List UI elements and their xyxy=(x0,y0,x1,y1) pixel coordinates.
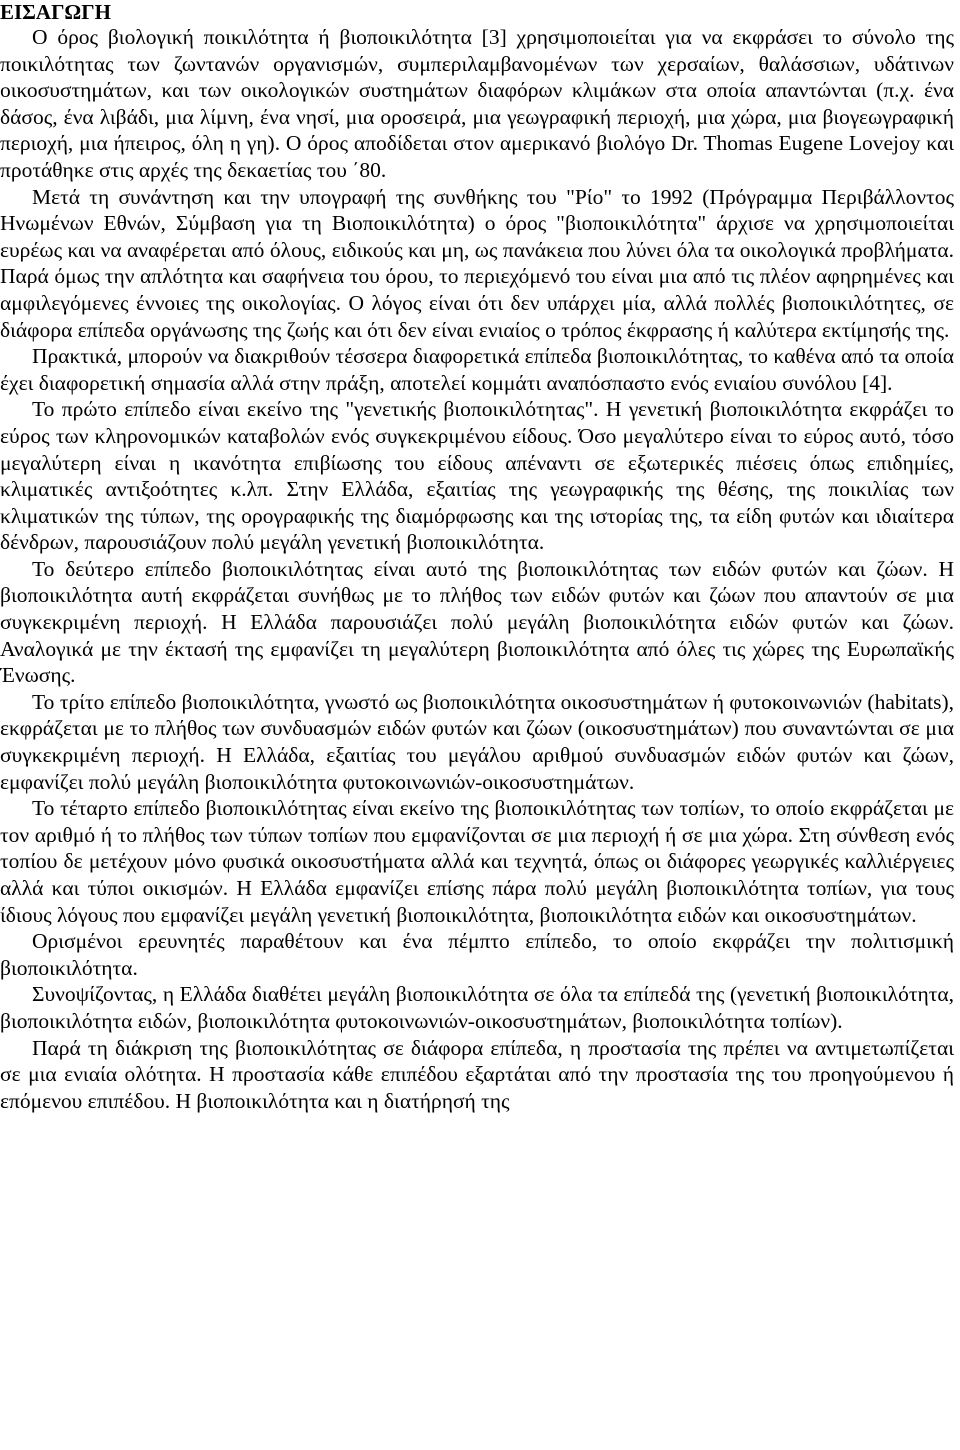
paragraph-species-level: Το δεύτερο επίπεδο βιοποικιλότητας είναι αυτό της βιοποικιλότητας των ειδών φυτών και ζώων. Η βιοποικιλότητα αυτή εκφράζεται συνήθως με το πλήθος των ειδών φυτών και ζώων που απαντούν σε μια συγκεκριμένη περιοχή. Η Ελλάδα παρουσιάζει πολύ μεγάλη βιοποικιλότητα ειδών φυτών και ζώων. Αναλογικά με την έκτασή της εμφανίζει τη μεγαλύτερη βιοποικιλότητα από όλες τις χώρες της Ευρωπαϊκής Ένωσης. xyxy=(0,556,954,688)
paragraph-landscape-level: Το τέταρτο επίπεδο βιοποικιλότητας είναι εκείνο της βιοποικιλότητας των τοπίων, το οποίο εκφράζεται με τον αριθμό ή το πλήθος των τύπων τοπίων που εμφανίζονται σε μια περιοχή ή σε μια χώρα. Στη σύνθεση ενός τοπίου δε μετέχουν μόνο φυσικά οικοσυστήματα αλλά και τεχνητά, όπως οι διάφορες γεωργικές καλλιέργειες αλλά και τύποι οικισμών. Η Ελλάδα εμφανίζει επίσης πάρα πολύ μεγάλη βιοποικιλότητα τοπίων, για τους ίδιους λόγους που εμφανίζει μεγάλη γενετική βιοποικιλότητα, βιοποικιλότητα ειδών και οικοσυστημάτων. xyxy=(0,796,954,927)
paragraph-rio-convention: Μετά τη συνάντηση και την υπογραφή της συνθήκης του "Ρίο" το 1992 (Πρόγραμμα Περιβάλλοντος Ηνωμένων Εθνών, Σύμβαση για τη Βιοποικιλότητα) ο όρος "βιοποικιλότητα" άρχισε να χρησιμοποιείται ευρέως και να αναφέρεται από όλους, ειδικούς και μη, ως πανάκεια που λύνει όλα τα οικολογικά προβλήματα. Παρά όμως την απλότητα και σαφήνεια του όρου, το περιεχόμενό του είναι μια από τις πλέον αφηρημένες και αμφιλεγόμενες έννοιες της οικολογίας. Ο λόγος είναι ότι δεν υπάρχει μία, αλλά πολλές βιοποικιλότητες, σε διάφορα επίπεδα οργάνωσης της ζωής και ότι δεν είναι ενιαίος ο τρόπος έκφρασης ή καλύτερα εκτίμησής της. xyxy=(0,184,954,342)
document-heading: ΕΙΣΑΓΩΓΗ xyxy=(0,0,111,24)
paragraph-four-levels: Πρακτικά, μπορούν να διακριθούν τέσσερα διαφορετικά επίπεδα βιοποικιλότητας, το καθένα από τα οποία έχει διαφορετική σημασία αλλά στην πράξη, αποτελεί κομμάτι αναπόσπαστο ενός ενιαίου συνόλου [4]. xyxy=(0,344,954,395)
paragraph-ecosystem-level: Το τρίτο επίπεδο βιοποικιλότητα, γνωστό ως βιοποικιλότητα οικοσυστημάτων ή φυτοκοινωνιών (habitats), εκφράζεται με το πλήθος των συνδυασμών ειδών φυτών και ζώων (οικοσυστημάτων) που συναντώνται σε μια συγκεκριμένη περιοχή. Η Ελλάδα, εξαιτίας του μεγάλου αριθμού συνδυασμών ειδών φυτών και ζώων, εμφανίζει πολύ μεγάλη βιοποικιλότητα φυτοκοινωνιών-οικοσυστημάτων. xyxy=(0,689,954,794)
paragraph-definition: Ο όρος βιολογική ποικιλότητα ή βιοποικιλότητα [3] χρησιμοποιείται για να εκφράσει το σύνολο της ποικιλότητας των ζωντανών οργανισμών, συμπεριλαμβανομένων των χερσαίων, θαλάσσιων, υδάτινων οικοσυστημάτων, και των οικολογικών συστημάτων διαφόρων κλιμάκων στα οποία απαντώνται (π.χ. ένα δάσος, ένα λιβάδι, μια λίμνη, ένα νησί, μια οροσειρά, μια γεωγραφική περιοχή, μια χώρα, μια βιογεωγραφική περιοχή, μια ήπειρος, όλη η γη). Ο όρος αποδίδεται στον αμερικανό βιολόγο Dr. Thomas Eugene Lovejoy και προτάθηκε στις αρχές της δεκαετίας του ΄80. xyxy=(0,25,954,182)
paragraph-genetic-level: Το πρώτο επίπεδο είναι εκείνο της "γενετικής βιοποικιλότητας". Η γενετική βιοποικιλότητα εκφράζει το εύρος των κληρονομικών καταβολών ενός συγκεκριμένου είδους. Όσο μεγαλύτερο είναι το εύρος αυτό, τόσο μεγαλύτερη είναι η ικανότητα επιβίωσης του είδους απέναντι σε εξωτερικές πιέσεις όπως επιδημίες, κλιματικές αντιξοότητες κ.λπ. Στην Ελλάδα, εξαιτίας της γεωγραφικής της θέσης, της ποικιλίας των κλιματικών της τύπων, της ορογραφικής της διαμόρφωσης και της ιστορίας της, τα είδη φυτών και ιδιαίτερα δένδρων, παρουσιάζουν πολύ μεγάλη γενετική βιοποικιλότητα. xyxy=(0,397,954,555)
paragraph-cultural-level: Ορισμένοι ερευνητές παραθέτουν και ένα πέμπτο επίπεδο, το οποίο εκφράζει την πολιτισμική βιοποικιλότητα. xyxy=(0,929,954,980)
paragraph-protection: Παρά τη διάκριση της βιοποικιλότητας σε διάφορα επίπεδα, η προστασία της πρέπει να αντιμετωπίζεται σε μια ενιαία ολότητα. Η προστασία κάθε επιπέδου εξαρτάται από την προστασία της του προηγούμενου ή επόμενου επιπέδου. Η βιοποικιλότητα και η διατήρησή της xyxy=(0,1035,954,1113)
paragraph-summary: Συνοψίζοντας, η Ελλάδα διαθέτει μεγάλη βιοποικιλότητα σε όλα τα επίπεδά της (γενετική βιοποικιλότητα, βιοποικιλότητα ειδών, βιοποικιλότητα φυτοκοινωνιών-οικοσυστημάτων, βιοποικιλότητα τοπίων). xyxy=(0,982,954,1033)
